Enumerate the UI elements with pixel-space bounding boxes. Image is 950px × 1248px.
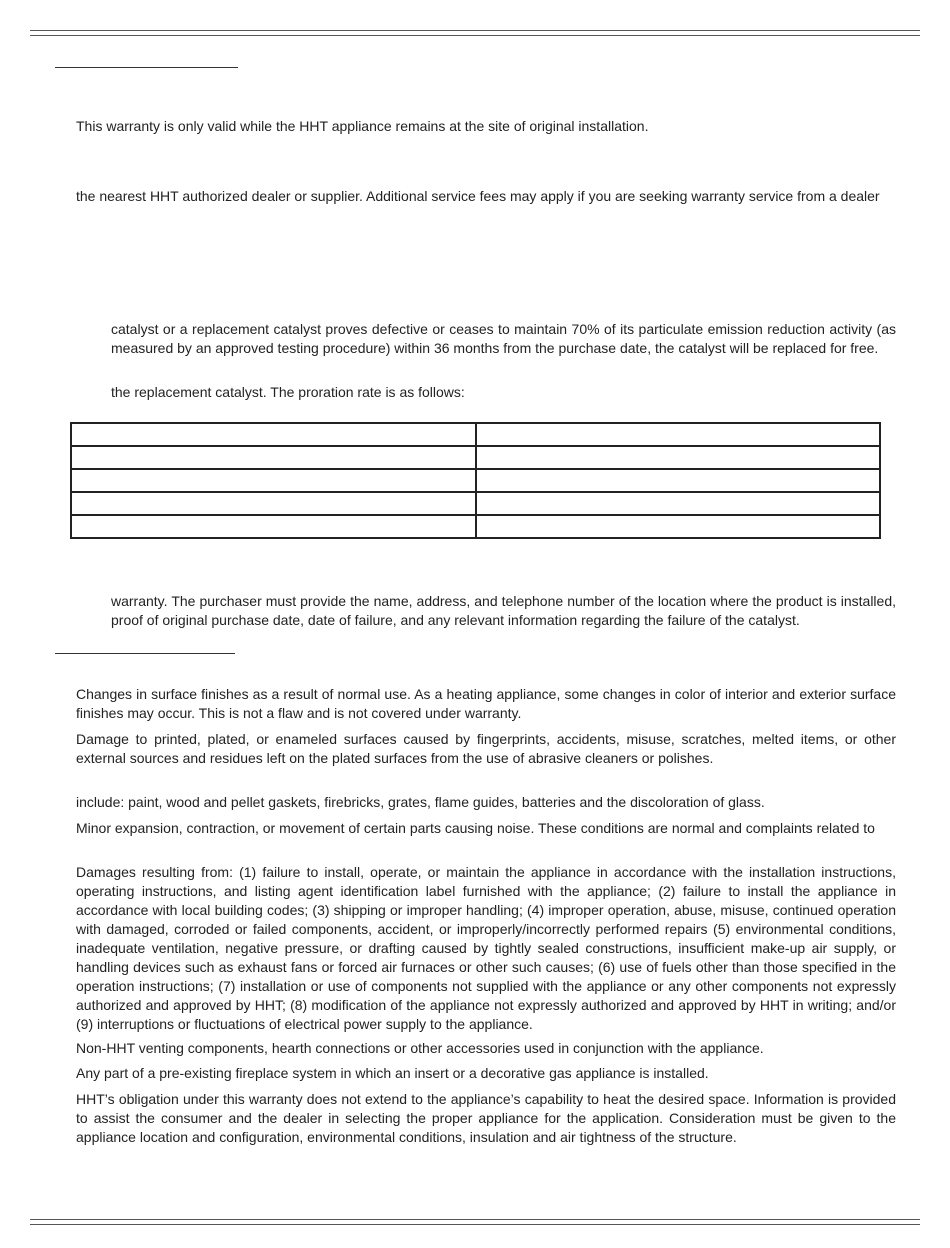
- table-row: [71, 515, 880, 538]
- table-cell: [71, 492, 476, 515]
- exclusion-item: Damage to printed, plated, or enameled surfaces caused by fingerprints, accidents, misuse, scratches, melted items, or other external sources and residues left on the plated surfaces from the use of abrasive cleaners or polishes.: [76, 731, 896, 766]
- exclusion-item: Non-HHT venting components, hearth connections or other accessories used in conjunction with the appliance.: [76, 1040, 764, 1056]
- header-rule-top: [30, 30, 920, 31]
- table-row: [71, 492, 880, 515]
- table-row: [71, 423, 880, 446]
- table-cell: [476, 492, 881, 515]
- header-rule-bottom: [30, 35, 920, 36]
- table-cell: [71, 515, 476, 538]
- table-row: [71, 469, 880, 492]
- footer-rule-bottom: [30, 1224, 920, 1225]
- section-heading-underline: [55, 653, 235, 654]
- table-cell: [476, 515, 881, 538]
- exclusion-item: Any part of a pre-existing fireplace system in which an insert or a decorative gas appliance is installed.: [76, 1065, 709, 1081]
- table-row: [71, 446, 880, 469]
- table-cell: [71, 423, 476, 446]
- table-cell: [476, 423, 881, 446]
- catalyst-claim-requirements: warranty. The purchaser must provide the name, address, and telephone number of the location where the product is installed, proof of original purchase date, date of failure, and any relevant information regarding the failure of the catalyst.: [111, 593, 896, 628]
- table-cell: [71, 469, 476, 492]
- warranty-site-validity-text: This warranty is only valid while the HHT appliance remains at the site of original installation.: [76, 118, 649, 134]
- exclusion-item: Damages resulting from: (1) failure to install, operate, or maintain the appliance in accordance with the installation instructions, operating instructions, and listing agent identification label furnished with the appliance; (2) failure to install the appliance in accordance with local building codes; (3) shipping or improper handling; (4) improper operation, abuse, misuse, continued operation with damaged, corroded or failed components, accident, or improperly/incorrectly performed repairs (5) environmental conditions, inadequate ventilation, negative pressure, or drafting caused by tightly sealed constructions, insufficient make-up air supply, or handling devices such as exhaust fans or forced air furnaces or other such causes; (6) use of fuels other than those specified in the operation instructions; (7) installation or use of components not supplied with the appliance or any other components not expressly authorized and approved by HHT; (8) modification of the appliance not expressly authorized and approved by HHT in writing; and/or (9) interruptions or fluctuations of electrical power supply to the appliance.: [76, 864, 896, 1032]
- table-cell: [476, 446, 881, 469]
- proration-table: [70, 422, 881, 539]
- warranty-service-dealer-text: the nearest HHT authorized dealer or supplier. Additional service fees may apply if you are seeking warranty service from a dealer: [76, 188, 880, 204]
- footer-rule-top: [30, 1219, 920, 1220]
- exclusion-item: Minor expansion, contraction, or movement of certain parts causing noise. These conditions are normal and complaints related to: [76, 820, 875, 836]
- catalyst-replacement-text: catalyst or a replacement catalyst proves defective or ceases to maintain 70% of its particulate emission reduction activity (as measured by an approved testing procedure) within 36 months from the purchase date, the catalyst will be replaced for free.: [111, 321, 896, 356]
- catalyst-proration-intro: the replacement catalyst. The proration rate is as follows:: [111, 384, 465, 400]
- table-cell: [476, 469, 881, 492]
- exclusion-item: include: paint, wood and pellet gaskets, firebricks, grates, flame guides, batteries and the discoloration of glass.: [76, 794, 765, 810]
- exclusion-item: HHT’s obligation under this warranty does not extend to the appliance’s capability to heat the desired space. Information is provided to assist the consumer and the dealer in selecting the proper appliance for the application. Consideration must be given to the appliance location and configuration, environmental conditions, insulation and air tightness of the structure.: [76, 1091, 896, 1145]
- exclusion-item: Changes in surface finishes as a result of normal use. As a heating appliance, some changes in color of interior and exterior surface finishes may occur. This is not a flaw and is not covered under warranty.: [76, 686, 896, 721]
- table-cell: [71, 446, 476, 469]
- section-heading-underline: [55, 67, 238, 68]
